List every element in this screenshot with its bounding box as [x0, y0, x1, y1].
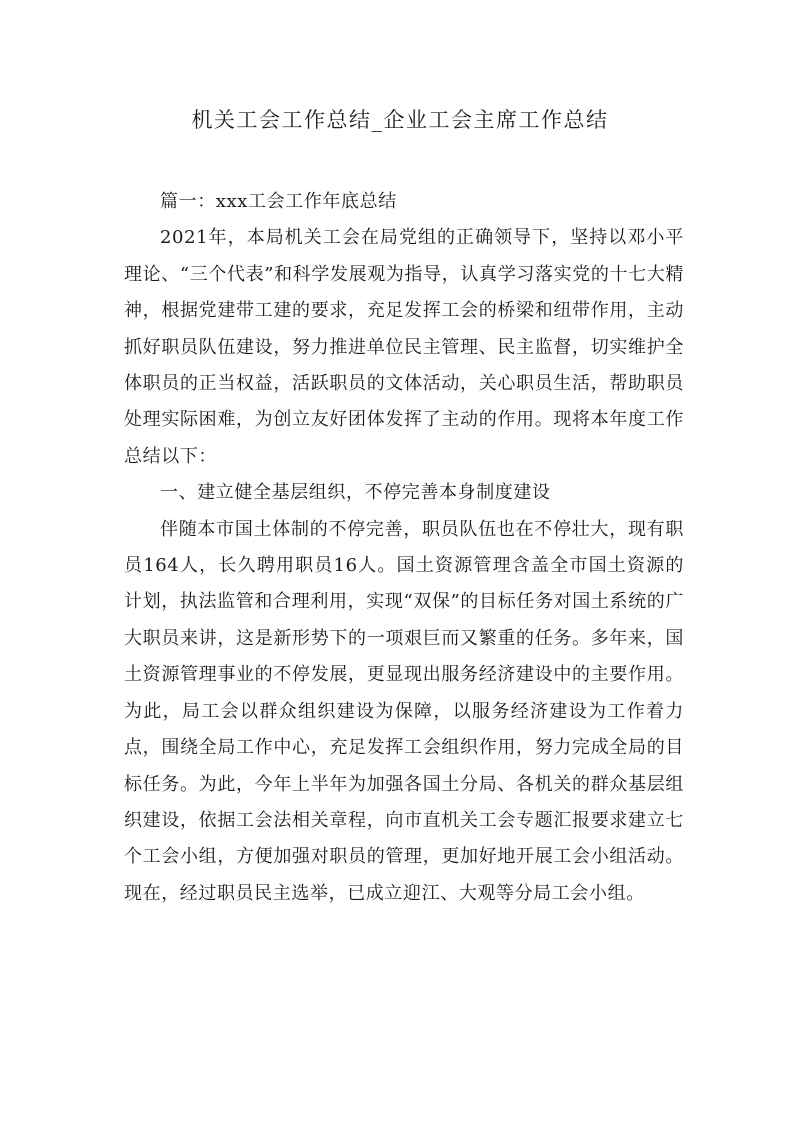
document-body — [124, 184, 684, 912]
section-heading-one: 一、建立健全基层组织，不停完善本身制度建设 — [160, 482, 551, 504]
body-paragraph: 伴随本市国土体制的不停完善，职员队伍也在不停壮大，现有职员164人，长久聘用职员16人。国土资源管理含盖全市国土资源的计划，执法监管和合理利用，实现“双保”的目标任务对国土系统的广大职员来讲，这是新形势下的一项艰巨而又繁重的任务。多年来，国土资源管理事业的不停发展，更显现出服务经济建设中的主要作用。为此，局工会以群众组织建设为保障，以服务经济建设为工作着力点，围绕全局工作中心，充足发挥工会组织作用，努力完成全局的目标任务。为此，今年上半年为加强各国土分局、各机关的群众基层组织建设，依据工会法相关章程，向市直机关工会专题汇报要求建立七个工会小组，方便加强对职员的管理，更加好地开展工会小组活动。现在，经过职员民主选举，已成立迎江、大观等分局工会小组。 — [124, 518, 684, 904]
section-heading-part-one: 篇一：xxx工会工作年底总结 — [160, 191, 397, 212]
document-title: 机关工会工作总结_企业工会主席工作总结 — [191, 108, 609, 132]
intro-paragraph: 2021年，本局机关工会在局党组的正确领导下，坚持以邓小平理论、“三个代表”和科学发展观为指导，认真学习落实党的十七大精神，根据党建带工建的要求，充足发挥工会的桥梁和纽带作用，主动抓好职员队伍建设，努力推进单位民主管理、民主监督，切实维护全体职员的正当权益，活跃职员的文体活动，关心职员生活，帮助职员处理实际困难，为创立友好团体发挥了主动的作用。现将本年度工作总结以下： — [124, 227, 684, 467]
